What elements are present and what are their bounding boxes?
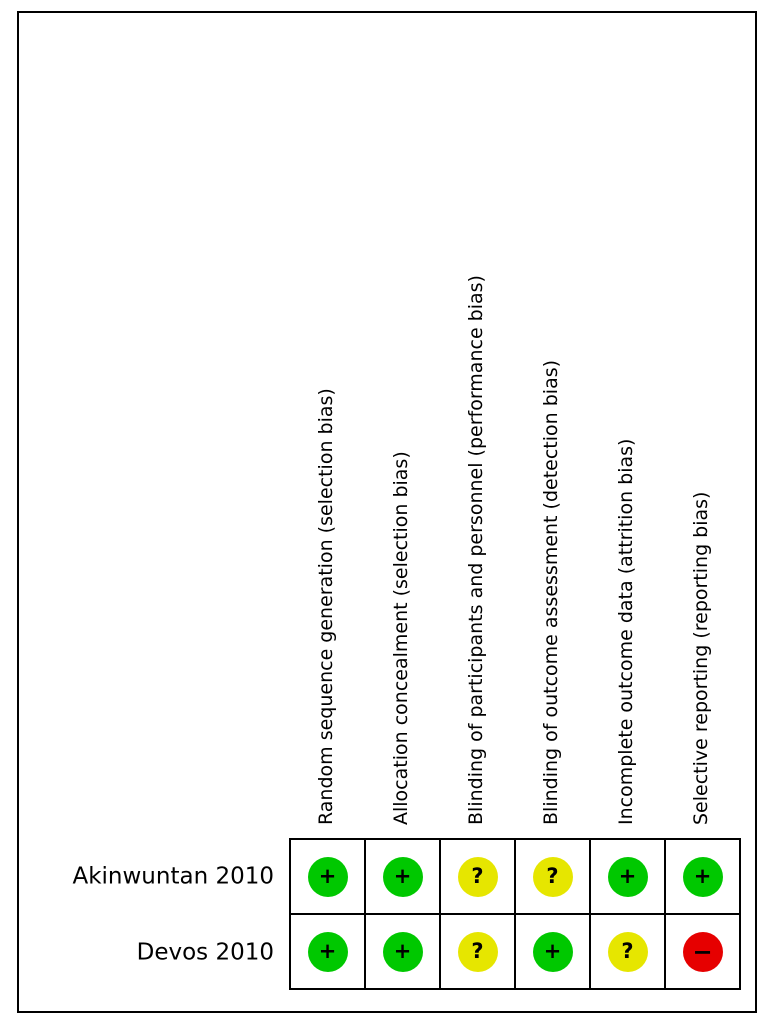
domain-header-blinding-outcome: Blinding of outcome assessment (detection bias) bbox=[540, 359, 562, 825]
low-risk-icon: + bbox=[308, 932, 348, 972]
rating-grid bbox=[289, 838, 741, 990]
rating-cell bbox=[366, 840, 441, 915]
low-risk-icon: + bbox=[383, 857, 423, 897]
unclear-risk-icon: ? bbox=[533, 857, 573, 897]
rating-cell bbox=[591, 840, 666, 915]
rating-cell bbox=[441, 840, 516, 915]
unclear-risk-icon: ? bbox=[458, 932, 498, 972]
low-risk-icon: + bbox=[608, 857, 648, 897]
domain-header-random-sequence: Random sequence generation (selection bias) bbox=[315, 388, 337, 825]
domain-header-incomplete-outcome: Incomplete outcome data (attrition bias) bbox=[615, 438, 637, 825]
unclear-risk-icon: ? bbox=[458, 857, 498, 897]
rating-cell bbox=[666, 840, 741, 915]
rating-cell bbox=[666, 915, 741, 990]
domain-header-blinding-participants: Blinding of participants and personnel (performance bias) bbox=[465, 275, 487, 825]
unclear-risk-icon: ? bbox=[608, 932, 648, 972]
rating-cell bbox=[441, 915, 516, 990]
high-risk-icon: − bbox=[683, 932, 723, 972]
rating-cell bbox=[516, 840, 591, 915]
rating-cell bbox=[366, 915, 441, 990]
low-risk-icon: + bbox=[383, 932, 423, 972]
low-risk-icon: + bbox=[533, 932, 573, 972]
domain-header-allocation-concealment: Allocation concealment (selection bias) bbox=[390, 451, 412, 825]
rating-cell bbox=[291, 915, 366, 990]
low-risk-icon: + bbox=[683, 857, 723, 897]
low-risk-icon: + bbox=[308, 857, 348, 897]
rating-cell bbox=[291, 840, 366, 915]
rating-cell bbox=[516, 915, 591, 990]
study-label-akinwuntan: Akinwuntan 2010 bbox=[72, 863, 274, 890]
rating-cell bbox=[591, 915, 666, 990]
study-label-devos: Devos 2010 bbox=[136, 939, 274, 966]
domain-header-selective-reporting: Selective reporting (reporting bias) bbox=[690, 491, 712, 825]
